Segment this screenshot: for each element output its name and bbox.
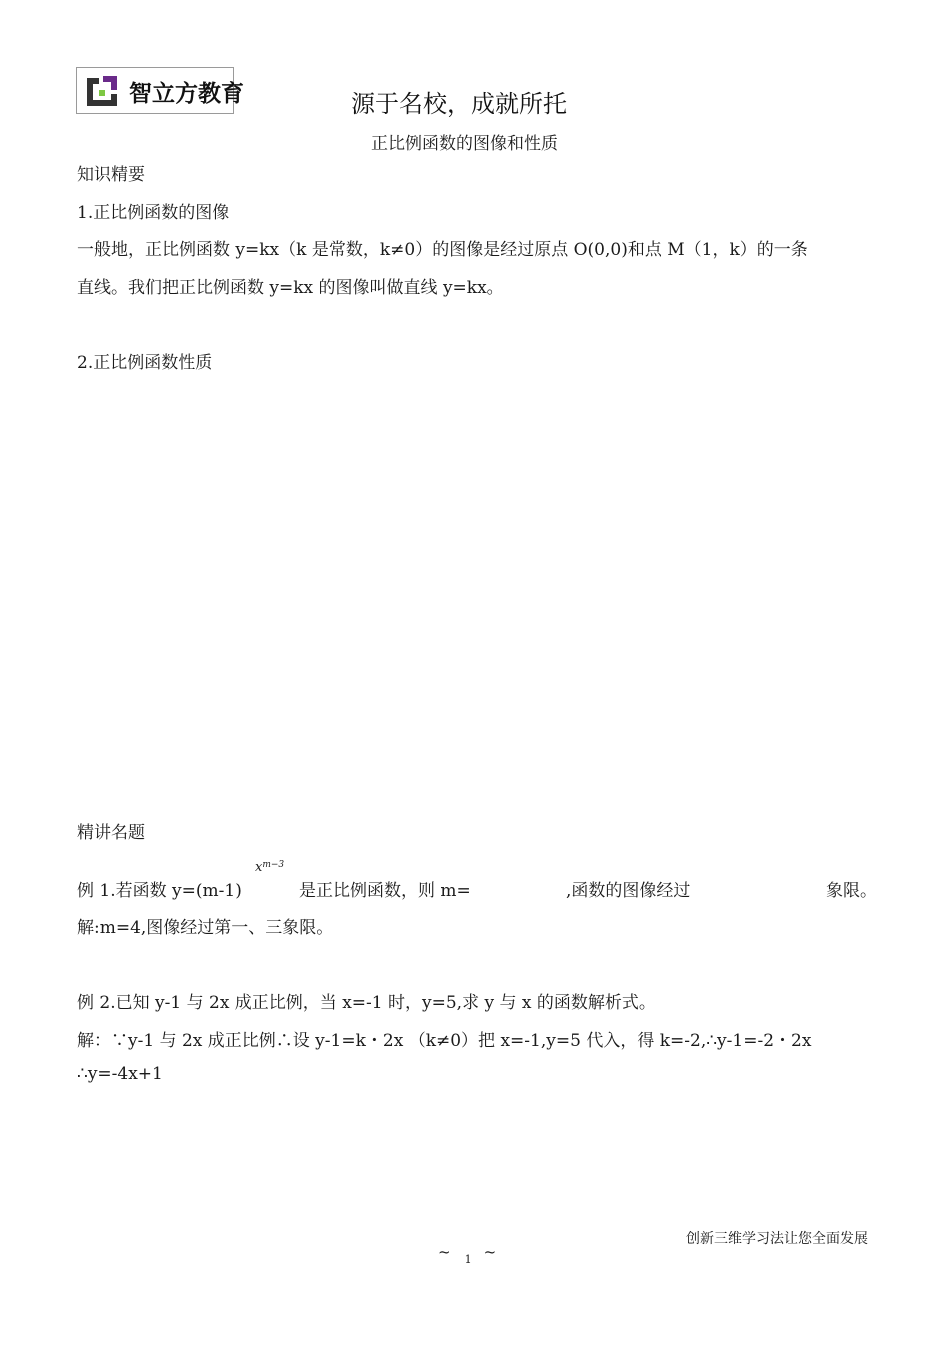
page-title: 正比例函数的图像和性质	[371, 134, 558, 154]
logo	[76, 67, 244, 114]
ex1-exponent-power: m−3	[262, 860, 285, 870]
section-summary-heading: 知识精要	[77, 165, 145, 185]
ex1-part2: 是正比例函数，则 m=	[299, 881, 471, 901]
page-tilde-left: ~	[438, 1243, 451, 1261]
logo-text: 智立方教育	[129, 81, 244, 107]
point1-line1: 一般地，正比例函数 y=kx（k 是常数，k≠0）的图像是经过原点 O(0,0)和点 M（1，k）的一条	[77, 240, 808, 260]
ex2-question: 例 2.已知 y-1 与 2x 成正比例，当 x=-1 时，y=5,求 y 与 x 的函数解析式。	[77, 993, 656, 1013]
ex1-exponent-base: x	[255, 860, 263, 875]
ex2-solution-line1: 解：∵y-1 与 2x 成正比例∴设 y-1=k・2x （k≠0）把 x=-1,y=5 代入，得 k=-2,∴y-1=-2・2x	[77, 1031, 812, 1051]
logo-mark-icon	[81, 72, 125, 110]
section-examples-heading: 精讲名题	[77, 823, 145, 843]
page-tilde-right: ~	[483, 1243, 497, 1261]
point2-heading: 2.正比例函数性质	[77, 353, 213, 373]
footer-note: 创新三维学习法让您全面发展	[686, 1231, 868, 1247]
ex2-solution-line2: ∴y=-4x+1	[77, 1064, 163, 1084]
ex1-exponent	[255, 860, 284, 875]
ex1-part1: 例 1.若函数 y=(m-1)	[77, 881, 242, 901]
slogan: 源于名校，成就所托	[351, 90, 567, 118]
ex1-part3: ,函数的图像经过	[566, 881, 691, 901]
page-number-value: 1	[464, 1253, 472, 1266]
ex1-answer: 解:m=4,图像经过第一、三象限。	[77, 918, 334, 938]
point1-heading: 1.正比例函数的图像	[77, 203, 230, 223]
page-number	[438, 1243, 497, 1266]
ex1-part4: 象限。	[826, 881, 877, 901]
point1-line2: 直线。我们把正比例函数 y=kx 的图像叫做直线 y=kx。	[77, 278, 504, 298]
